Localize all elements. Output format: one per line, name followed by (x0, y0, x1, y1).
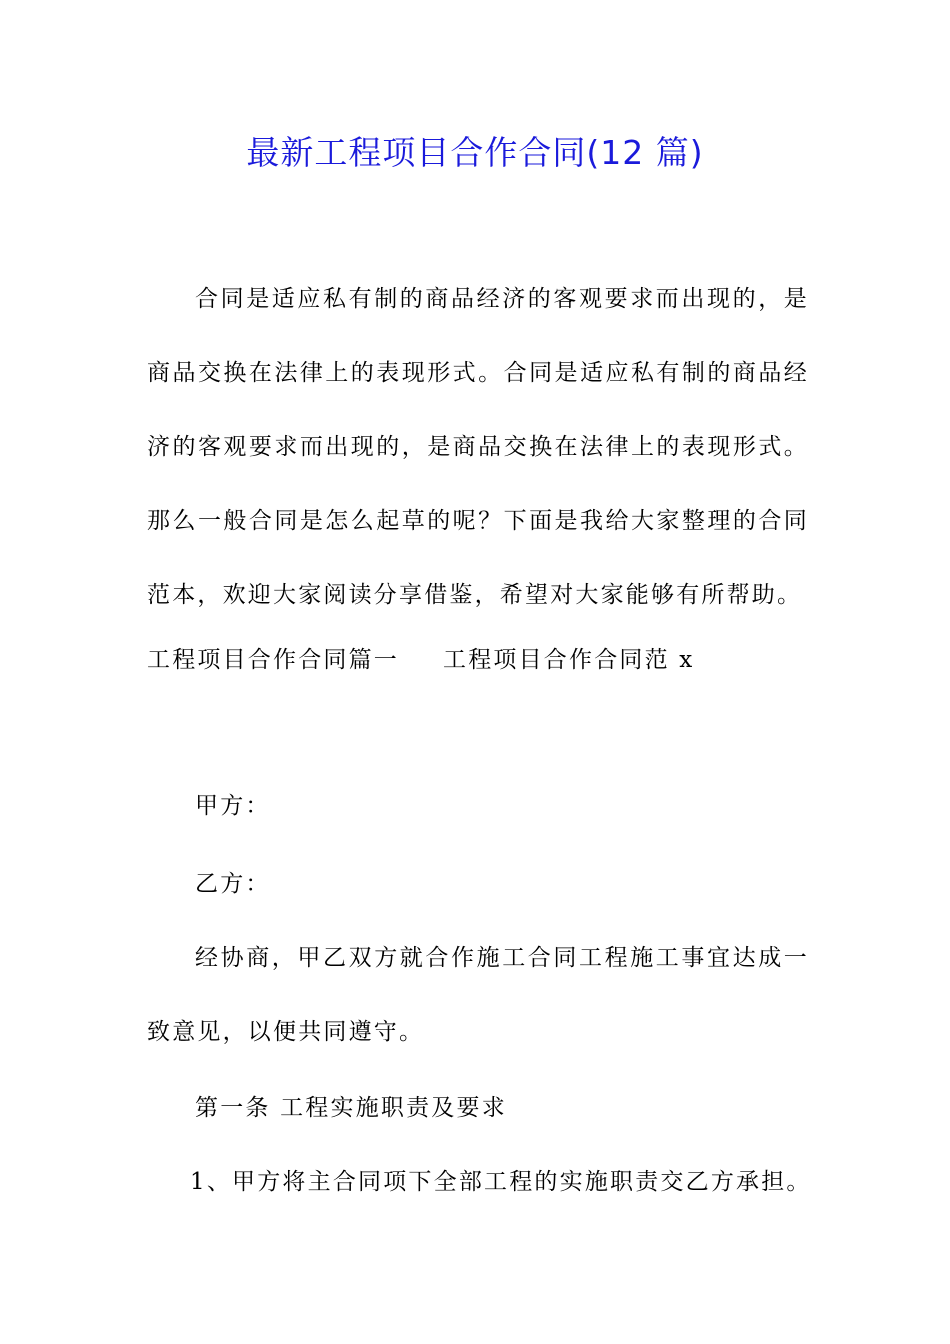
article-1-item-1: 1、甲方将主合同项下全部工程的实施职责交乙方承担。 (190, 1169, 812, 1195)
article-1-title: 第一条 工程实施职责及要求 (195, 1095, 507, 1121)
agreement-paragraph: 经协商，甲乙双方就合作施工合同工程施工事宜达成一致意见，以便共同遵守。 (147, 945, 809, 1045)
party-b-label: 乙方： (195, 871, 271, 897)
document-title: 最新工程项目合作合同(12 篇) (246, 133, 704, 172)
intro-paragraph: 合同是适应私有制的商品经济的客观要求而出现的，是商品交换在法律上的表现形式。合同是适应私有制的商品经济的客观要求而出现的，是商品交换在法律上的表现形式。那么一般合同是怎么起草的呢？下面是我给大家整理的合同范本，欢迎大家阅读分享借鉴，希望对大家能够有所帮助。 (147, 286, 809, 608)
section-heading-row (147, 640, 694, 680)
section-subheading: 工程项目合作合同范 x (443, 647, 695, 673)
section-heading: 工程项目合作合同篇一 (147, 647, 399, 673)
party-a-label: 甲方： (195, 793, 271, 819)
